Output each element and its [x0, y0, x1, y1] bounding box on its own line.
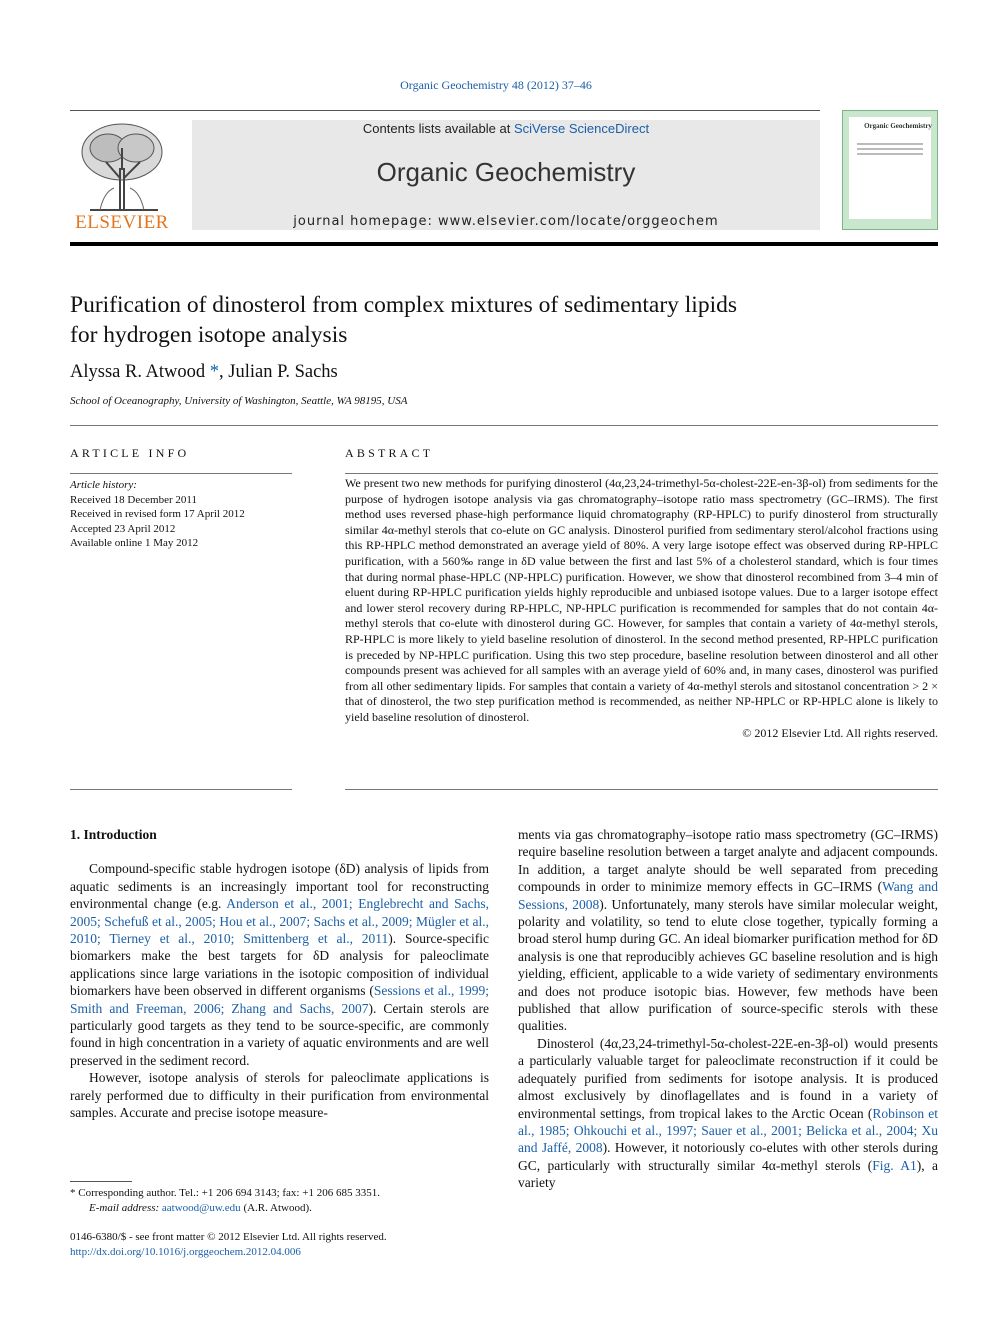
- email-suffix: (A.R. Atwood).: [240, 1201, 312, 1214]
- intro-paragraph-3: [518, 1035, 938, 1192]
- history-received: Received 18 December 2011: [70, 493, 197, 506]
- citation-wang-sessions[interactable]: Wang and Sessions, 2008: [518, 879, 938, 912]
- citation-group-1[interactable]: Anderson et al., 2001; Englebrecht and Sachs, 2005; Schefuß et al., 2005; Hou et al., 2007; Sachs et al., 2009; Mügler et al., 2010; Tierney et al., 2010; Smittenberg et al., 2011: [70, 896, 489, 947]
- article-history: [70, 478, 245, 551]
- journal-homepage[interactable]: journal homepage: www.elsevier.com/locate/orggeochem: [293, 214, 719, 229]
- history-label: Article history:: [70, 479, 137, 491]
- article-title: [70, 290, 930, 350]
- body-column-right: [518, 826, 938, 1192]
- history-online: Available online 1 May 2012: [70, 537, 199, 549]
- intro-paragraph-2: However, isotope analysis of sterols for paleoclimate applications is rarely performed due to difficulty in their purification from environmental samples. Accurate and precise isotope measure-: [70, 1070, 489, 1121]
- article-info-bottom-rule: [70, 789, 292, 790]
- history-revised: Received in revised form 17 April 2012: [70, 508, 245, 520]
- history-accepted: Accepted 23 April 2012: [70, 522, 176, 535]
- intro-p1-text-c: ). Certain sterols are particularly good targets as they tend to be source-specific, are commonly found in high concentration in a variety of aquatic environments and are well preserved in the sediment record.: [70, 1000, 489, 1068]
- abstract-body: [345, 476, 938, 741]
- header-rule: [70, 110, 820, 111]
- contents-prefix: Contents lists available at: [362, 121, 514, 136]
- intro-c2-text-a: ments via gas chromatography–isotope ratio mass spectrometry (GC–IRMS) require baseline resolution between a target analyte and adjacent compounds. In addition, a target analyte should be well separated from preceding compounds in order to minimize memory effects in GC–IRMS (: [518, 827, 938, 895]
- intro-c2-text-b: ). Unfortunately, many sterols have similar molecular weight, polarity and volatility, so tend to elute close together, typically forming a broad sterol hump during GC. An ideal biomarker purification method for δD analysis is one that reproducibly achieves GC baseline resolution and is high yielding, efficient, applicable to a wide variety of sedimentary environments and does not produce isotopic bias. However, few methods have been published that allow purification of source-specific sterols with these qualities.: [518, 896, 939, 1034]
- figure-a1-link[interactable]: Fig. A1: [872, 1157, 917, 1173]
- intro-p1-text-b: ). Source-specific biomarkers make the best targets for δD analysis for paleoclimate applications since large variations in the isotopic composition of individual biomarkers have been observed in different organisms (: [70, 931, 489, 999]
- doi-link[interactable]: http://dx.doi.org/10.1016/j.orggeochem.2012.04.006: [70, 1245, 301, 1258]
- citation-group-3[interactable]: Robinson et al., 1985; Ohkouchi et al., 1997; Sauer et al., 2001; Belicka et al., 2004; Xu and Jaffé, 2008: [518, 1105, 938, 1156]
- intro-paragraph-2-continued: [518, 826, 938, 1035]
- footnote: [70, 1186, 500, 1215]
- intro-paragraph-1: [70, 860, 489, 1069]
- article-info-rule: [70, 473, 292, 474]
- title-line-2: for hydrogen isotope analysis: [70, 322, 348, 348]
- header-thick-rule: [70, 242, 938, 246]
- section-rule: [70, 425, 938, 426]
- journal-cover-thumbnail[interactable]: [842, 110, 938, 230]
- bottom-matter: [70, 1230, 387, 1259]
- abstract-bottom-rule: [345, 789, 938, 790]
- author-list: [70, 362, 338, 383]
- corresponding-author-mark[interactable]: *: [209, 362, 220, 382]
- author-sachs: , Julian P. Sachs: [219, 362, 338, 382]
- email-line: [70, 1201, 500, 1216]
- body-column-left: [70, 826, 489, 1122]
- sciencedirect-link[interactable]: SciVerse ScienceDirect: [513, 121, 650, 136]
- cover-page: [849, 117, 931, 219]
- introduction-heading: 1. Introduction: [70, 827, 157, 842]
- journal-title: Organic Geochemistry: [376, 157, 636, 187]
- affiliation: School of Oceanography, University of Washington, Seattle, WA 98195, USA: [70, 395, 408, 407]
- abstract-text: We present two new methods for purifying dinosterol (4α,23,24-trimethyl-5α-cholest-22E-en-3β-ol) from sediments for the purpose of hydrogen isotope analysis via gas chromatography–isotope ratio mass spectrometry (GC–IRMS). The first method uses reversed phase-high performance liquid chromatography (RP-HPLC) to purify dinosterol from structurally similar 4α-methyl sterols that co-elute on GC analysis. Dinosterol purified from sedimentary sterol/alcohol fractions using this RP-HPLC method demonstrated an average yield of 80%. A very large isotope effect was observed during RP-HPLC purification, with a 560‰ range in δD value between the first and last 5% of a cholesterol standard, which is four times that during normal phase-HPLC (NP-HPLC) purification. However, we show that dinosterol recombined from 3–4 min of eluent during RP-HPLC purification yields highly reproducible and unbiased isotope values. Due to a larger isotope effect and lower sterol recovery during RP-HPLC, NP-HPLC purification is recommended for samples that do not contain 4α-methyl sterols that co-elute with dinosterol during GC. However, for samples that contain a variety of 4α-methyl sterols, RP-HPLC is more likely to yield baseline resolution of dinosterol. In the second method presented, RP-HPLC purification is preceded by NP-HPLC purification. Using this two step procedure, baseline resolution between dinosterol and all other compounds present was achieved for all samples with an average yield of 60% and, in many cases, dinosterol was purified from all other sedimentary lipids. For samples that contain a variety of 4α-methyl sterols and sitostanol concentration > 2 × that of dinosterol, the two step purification method is recommended, as neither NP-HPLC or RP-HPLC alone is likely to yield baseline resolution of dinosterol.: [345, 476, 938, 724]
- footnote-rule: [70, 1181, 132, 1182]
- issn-line: 0146-6380/$ - see front matter © 2012 Elsevier Ltd. All rights reserved.: [70, 1231, 387, 1243]
- title-line-1: Purification of dinosterol from complex mixtures of sedimentary lipids: [70, 292, 738, 318]
- abstract-rule: [345, 473, 938, 474]
- publisher-name: ELSEVIER: [75, 212, 169, 233]
- intro-p3-text-c: ), a variety: [518, 1157, 938, 1191]
- citation-group-2[interactable]: Sessions et al., 1999; Smith and Freeman, 2006; Zhang and Sachs, 2007: [70, 983, 489, 1016]
- author-atwood: Alyssa R. Atwood: [70, 362, 206, 382]
- intro-p1-text-a: Compound-specific stable hydrogen isotope (δD) analysis of lipids from aquatic sediments is an increasingly important tool for reconstructing environmental change (e.g.: [70, 861, 489, 912]
- intro-p3-text-b: ). However, it notoriously co-elutes with other sterols during GC, particularly with structurally similar 4α-methyl sterols (: [518, 1140, 938, 1173]
- corresponding-author-note: * Corresponding author. Tel.: +1 206 694 3143; fax: +1 206 685 3351.: [70, 1187, 380, 1199]
- intro-p3-text-a: Dinosterol (4α,23,24-trimethyl-5α-cholest-22E-en-3β-ol) would presents a particularly valuable target for paleoclimate reconstruction if it could be adequately purified from sediments for isotope analysis. It is produced almost exclusively by dinoflagellates and is found in a variety of environmental settings, from tropical lakes to the Arctic Ocean (: [518, 1035, 938, 1121]
- email-link[interactable]: aatwood@uw.edu: [161, 1201, 241, 1214]
- journal-reference[interactable]: Organic Geochemistry 48 (2012) 37–46: [400, 78, 592, 92]
- cover-text-lines: [857, 143, 923, 158]
- email-label: E-mail address:: [89, 1201, 162, 1214]
- contents-line: [192, 121, 820, 136]
- article-info-heading: ARTICLE INFO: [70, 446, 190, 460]
- abstract-heading: ABSTRACT: [345, 446, 434, 460]
- cover-title: Organic Geochemistry: [864, 122, 932, 130]
- copyright-notice: © 2012 Elsevier Ltd. All rights reserved.: [742, 725, 938, 740]
